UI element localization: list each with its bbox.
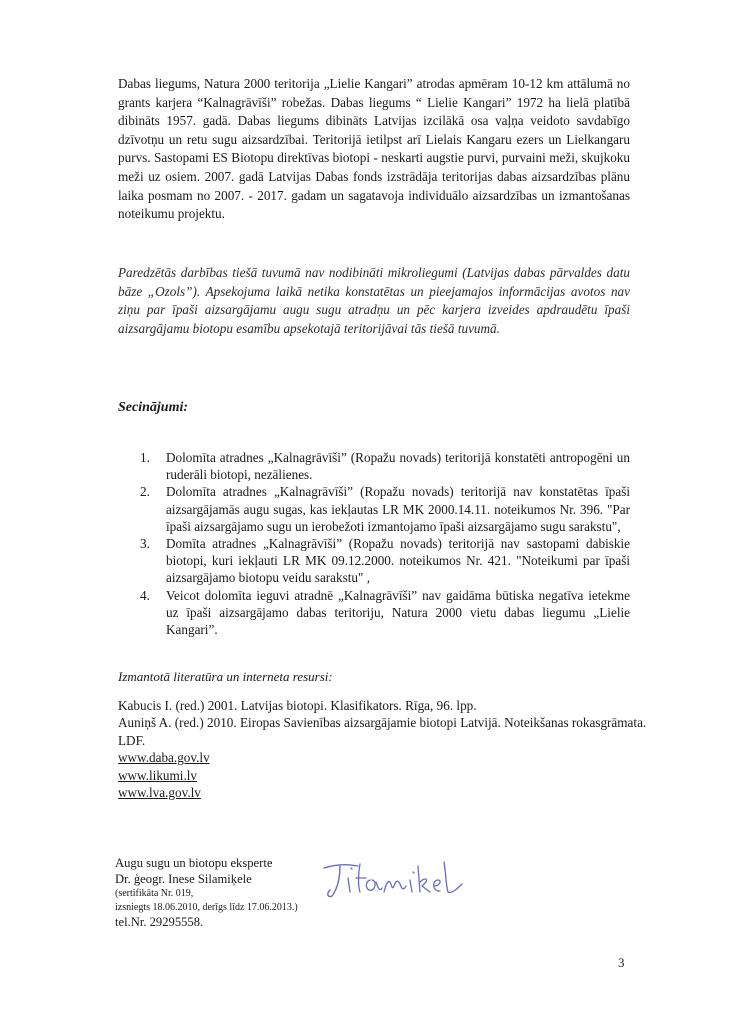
certificate-validity: izsniegts 18.06.2010, derīgs līdz 17.06.2013.): [115, 901, 298, 913]
reference-item: Kabucis I. (red.) 2001. Latvijas biotopi. Klasifikators. Rīga, 96. lpp.: [118, 698, 477, 713]
conclusion-item: [118, 535, 630, 587]
handwritten-signature: [318, 858, 468, 902]
link-likumi[interactable]: www.likumi.lv: [118, 767, 198, 783]
intro-paragraph: Dabas liegums, Natura 2000 teritorija „Lielie Kangari” atrodas apmēram 10-12 km attālumā no grants karjera “Kalnagrāvīši” robežas. Dabas liegums “ Lielie Kangari” 1972 ha lielā platībā dibināts 1957. gadā. Dabas liegums dibināts Latvijas izcilākā osa vaļņa veidoto savdabīgo dzīvotņu un retu sugu aizsardzībai. Teritorijā ietilpst arī Lielais Kangaru ezers un Lielkangaru purvs. Sastopami ES Biotopu direktīvas biotopi - neskarti augstie purvi, purvaini meži, skujkoku meži uz osiem. 2007. gadā Latvijas Dabas fonds izstrādāja teritorijas dabas aizsardzības plānu laika posmam no 2007. - 2017. gadam un sagatavoja individuālo aizsardzības un izmantošanas noteikumu projektu.: [118, 76, 630, 222]
conclusion-number: 3.: [140, 536, 150, 552]
expert-role: Augu sugu un biotopu eksperte: [115, 856, 273, 870]
conclusion-text: Domīta atradnes „Kalnagrāvīši” (Ropažu novads) teritorijā nav sastopami dabiskie biotopi, kuri iekļauti LR MK 09.12.2000. noteikumos Nr. 421. "Noteikumi par īpaši aizsargājamo biotopu veidu sarakstu" ,: [166, 536, 630, 586]
conclusion-number: 2.: [140, 484, 150, 500]
conclusion-text: Dolomīta atradnes „Kalnagrāvīši” (Ropažu novads) teritorijā nav konstatētas īpaši aizsargājamās augu sugas, kas iekļautas LR MK 2000.14.11. noteikumos Nr. 396. "Par īpaši aizsargājamo sugu un ierobežoti izmantojamo īpaši aizsargājamo sugu sarakstu",: [166, 484, 630, 534]
conclusion-text: Veicot dolomīta ieguvi atradnē „Kalnagrāvīši” nav gaidāma būtiska negatīva ietekme uz īpaši aizsargājamo dabas teritoriju, Natura 2000 vietu dabas liegumu „Lielie Kangari”.: [166, 587, 630, 638]
reference-link-item: [118, 749, 658, 766]
conclusion-number: 4.: [140, 587, 150, 603]
expert-name: Dr. ģeogr. Inese Silamiķele: [115, 872, 252, 887]
conclusion-text: Dolomīta atradnes „Kalnagrāvīši” (Ropažu novads) teritorijā konstatēti antropogēni un ruderāli biotopi, nezālienes.: [166, 450, 630, 483]
conclusions-heading: Secinājumi:: [118, 400, 189, 415]
conclusion-item: [118, 483, 630, 535]
link-daba[interactable]: www.daba.gov.lv: [118, 750, 210, 766]
literature-heading: Izmantotā literatūra un interneta resursi:: [118, 669, 333, 684]
link-lva[interactable]: www.lva.gov.lv: [118, 785, 201, 801]
conclusions-list: [118, 449, 630, 638]
page-number: 3: [618, 955, 625, 970]
phone-number: tel.Nr. 29295558.: [115, 915, 204, 930]
reference-item: Auniņš A. (red.) 2010. Eiropas Savienības aizsargājamie biotopi Latvijā. Noteikšanas rokasgrāmata. LDF.: [118, 715, 647, 748]
conclusion-item: [118, 449, 630, 483]
reference-link-item: [118, 767, 658, 784]
references-list: [118, 697, 658, 801]
note-paragraph: Paredzētās darbības tiešā tuvumā nav nodibināti mikroliegumi (Latvijas dabas pārvaldes datu bāze „Ozols”). Apsekojuma laikā netika konstatētas un pieejamajos informācijas avotos nav ziņu par īpaši aizsargājamu augu sugu atradņu un pēc karjera izveides apdraudētu īpaši aizsargājamu biotopu esamību apsekotajā teritorijāvai tās tiešā tuvumā.: [118, 265, 630, 336]
conclusion-number: 1.: [140, 450, 150, 465]
certificate-number: (sertifikāta Nr. 019,: [115, 888, 194, 900]
reference-link-item: [118, 784, 658, 801]
conclusion-item: [118, 587, 630, 639]
